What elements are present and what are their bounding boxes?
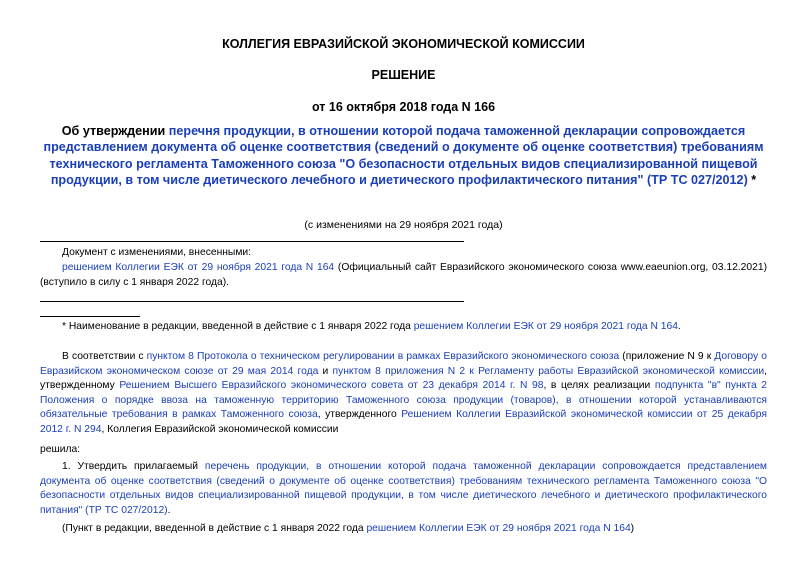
footnote-text: * Наименование в редакции, введенной в действие с 1 января 2022 года	[62, 321, 414, 332]
document-date: от 16 октября 2018 года N 166	[311, 100, 496, 114]
preamble-text-2: (приложение N 9 к	[619, 351, 715, 362]
item-1-note-link[interactable]: решением Коллегии ЕЭК от 29 ноября 2021 года N 164	[366, 523, 631, 534]
footnote	[40, 320, 767, 335]
item-1-note	[40, 522, 767, 537]
preamble-text-6: , утвержденного	[317, 409, 402, 421]
preamble-text-1: В соответствии с	[62, 351, 147, 362]
title-link[interactable]: перечня продукции, в отношении которой подача таможенной декларации сопровождается представлением документа об оценке соответствия (сведений о документе об оценке соответствия) требованиям технического регламента Таможенного союза "О безопасности отдельных видов специализированной пищевой продукции, в том числе диетического лечебного и диетического профилактического питания" (ТР ТС 027/2012)	[43, 124, 764, 188]
footnote-rule	[40, 316, 140, 317]
preamble-text-4: , утвержденному	[40, 365, 768, 392]
amendment-details: (Официальный сайт Евразийского экономического союза www.eaeunion.org, 03.12.2021) (вступило в силу с 1 января 2022 года).	[40, 262, 767, 288]
footnote-link[interactable]: решением Коллегии ЕЭК от 29 ноября 2021 года N 164	[413, 321, 678, 332]
document-title	[40, 123, 767, 189]
resolved-label: решила:	[40, 444, 81, 455]
item-1-end: .	[167, 504, 171, 516]
preamble-link-council-decision[interactable]: Решением Высшего Евразийского экономического совета от 23 декабря 2014 г. N 98	[119, 380, 544, 392]
preamble-link-regulations[interactable]: пунктом 8 приложения N 2 к Регламенту работы Евразийской экономической комиссии	[332, 365, 765, 377]
amendments-intro: Документ с изменениями, внесенными:	[62, 247, 252, 258]
preamble-text-7: , Коллегия Евразийской экономической комиссии	[101, 423, 339, 435]
item-1-text: 1. Утвердить прилагаемый	[62, 461, 205, 472]
preamble-link-treaty[interactable]: Договору о Евразийском экономическом союзе от 29 мая 2014 года	[40, 351, 767, 377]
preamble-link-board-decision[interactable]: Решением Коллегии Евразийской экономической комиссии от 25 декабря 2012 г. N 294	[40, 409, 767, 435]
title-suffix: *	[747, 173, 757, 188]
item-1-note-end: )	[630, 523, 635, 534]
item-1-link[interactable]: перечень продукции, в отношении которой подача таможенной декларации сопровождается представлением документа об оценке соответствия (сведений о документе об оценке соответствия) требованиям технического регламента Таможенного союза "О безопасности отдельных видов специализированной пищевой продукции, в том числе диетического лечебного и диетического профилактического питания" (ТР ТС 027/2012)	[40, 461, 768, 516]
issuing-body: КОЛЛЕГИЯ ЕВРАЗИЙСКОЙ ЭКОНОМИЧЕСКОЙ КОМИССИИ	[222, 37, 585, 51]
item-1	[40, 460, 767, 518]
preamble	[40, 350, 767, 438]
divider-top	[40, 241, 464, 242]
footnote-end: .	[677, 321, 681, 332]
preamble-text-3: и	[318, 365, 333, 377]
document-type: РЕШЕНИЕ	[371, 68, 436, 82]
preamble-text-5: , в целях реализации	[543, 380, 655, 392]
preamble-link-provision[interactable]: подпункта "в" пункта 2 Положения о порядке ввоза на таможенную территорию Таможенного союза продукции (товаров), в отношении которой устанавливаются обязательные требования в рамках Таможенного союза	[40, 380, 767, 421]
item-1-note-text: (Пункт в редакции, введенной в действие с 1 января 2022 года	[62, 523, 367, 534]
amendments-list	[40, 261, 767, 290]
amendment-link[interactable]: решением Коллегии ЕЭК от 29 ноября 2021 года N 164	[62, 262, 335, 273]
divider-bottom	[40, 301, 464, 302]
preamble-link-protocol[interactable]: пунктом 8 Протокола о техническом регулировании в рамках Евразийского экономического союза	[146, 351, 620, 362]
changes-note: (с изменениями на 29 ноября 2021 года)	[304, 219, 503, 231]
title-prefix: Об утверждении	[61, 124, 169, 138]
